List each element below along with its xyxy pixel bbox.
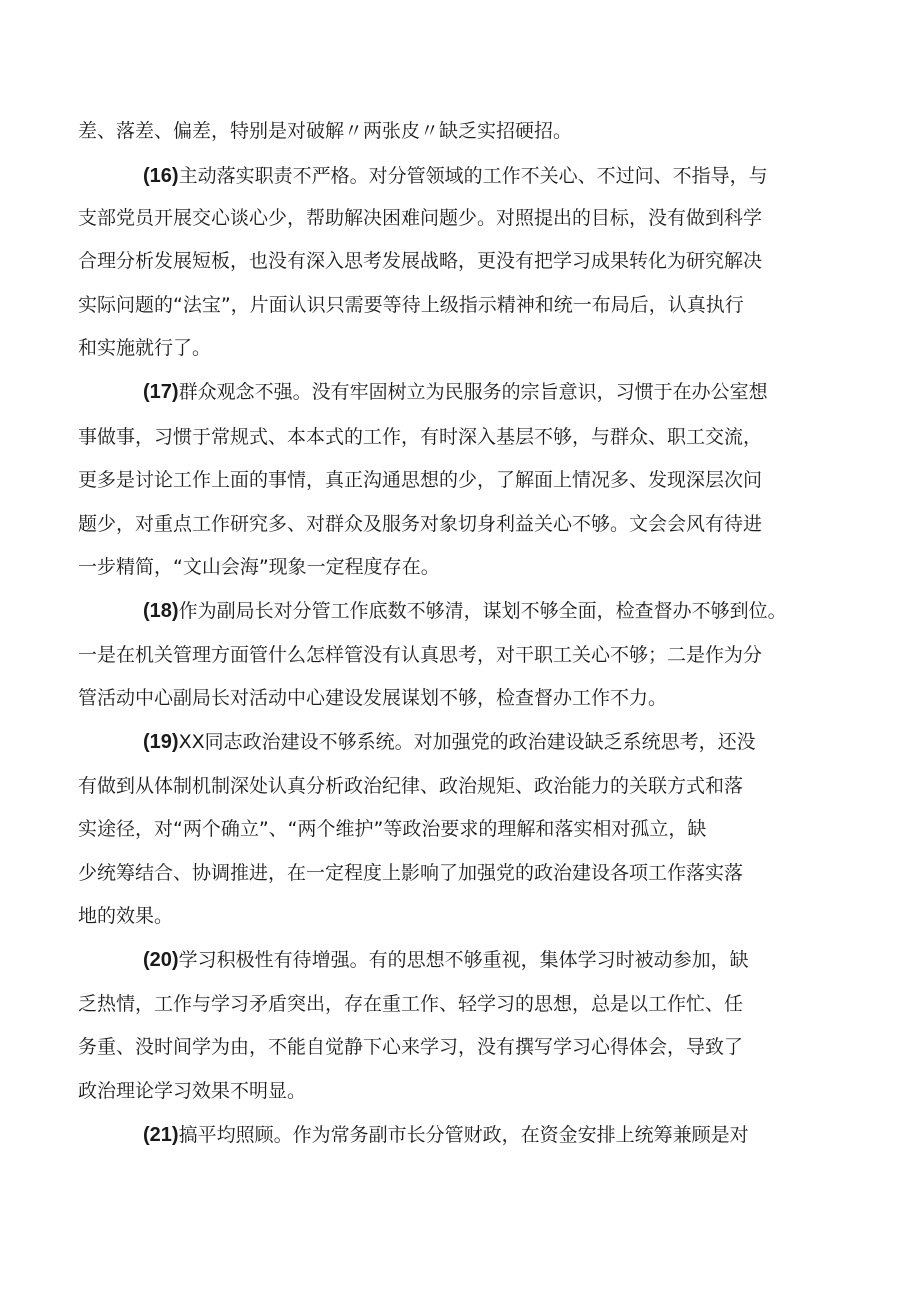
item-20-first-line: (20)学习积极性有待增强。有的思想不够重视，集体学习时被动参加，缺: [143, 949, 749, 971]
text-line-14: 管活动中心副局长对活动中心建设发展谋划不够，检查督办工作不力。: [78, 687, 668, 709]
text-line-17: 实途径，对“两个确立”、“两个维护”等政治要求的理解和落实相对孤立，缺: [78, 818, 707, 840]
item-number: (17): [143, 381, 179, 403]
text-line-9: 更多是讨论工作上面的事情，真正沟通思想的少，了解面上情况多、发现深层次问: [78, 469, 763, 491]
text-line-11: 一步精简，“文山会海”现象一定程度存在。: [78, 556, 440, 578]
item-number: (20): [143, 949, 179, 971]
item-number: (19): [143, 731, 179, 753]
text-line-22: 务重、没时间学为由，不能自觉静下心来学习，没有撰写学习心得体会，导致了: [78, 1036, 744, 1058]
text-line-23: 政治理论学习效果不明显。: [78, 1080, 307, 1102]
text-line-18: 少统筹结合、协调推进，在一定程度上影响了加强党的政治建设各项工作落实落: [78, 862, 744, 884]
item-16-first-line: (16)主动落实职责不严格。对分管领域的工作不关心、不过问、不指导，与: [143, 165, 768, 187]
text-line-3: 支部党员开展交心谈心少，帮助解决困难问题少。对照提出的目标，没有做到科学: [78, 207, 763, 229]
item-number: (16): [143, 165, 179, 187]
text-line-6: 和实施就行了。: [78, 337, 212, 359]
text-line-8: 事做事，习惯于常规式、本本式的工作，有时深入基层不够，与群众、职工交流，: [78, 426, 763, 448]
text-line-19: 地的效果。: [78, 905, 174, 927]
item-17-first-line: (17)群众观念不强。没有牢固树立为民服务的宗旨意识，习惯于在办公室想: [143, 381, 768, 403]
item-18-first-line: (18)作为副局长对分管工作底数不够清，谋划不够全面，检查督办不够到位。: [143, 600, 787, 622]
text-line-10: 题少，对重点工作研究多、对群众及服务对象切身利益关心不够。文会会风有待进: [78, 513, 763, 535]
item-number: (21): [143, 1124, 179, 1146]
item-number: (18): [143, 600, 179, 622]
text-line-1: 差、落差、偏差，特别是对破解〃两张皮〃缺乏实招硬招。: [78, 120, 573, 142]
text-line-21: 乏热情，工作与学习矛盾突出，存在重工作、轻学习的思想，总是以工作忙、任: [78, 993, 744, 1015]
text-line-4: 合理分析发展短板，也没有深入思考发展战略，更没有把学习成果转化为研究解决: [78, 250, 763, 272]
text-line-5: 实际问题的“法宝”，片面认识只需要等待上级指示精神和统一布局后，认真执行: [78, 294, 744, 316]
text-line-16: 有做到从体制机制深处认真分析政治纪律、政治规矩、政治能力的关联方式和落: [78, 775, 744, 797]
text-line-13: 一是在机关管理方面管什么怎样管没有认真思考，对干职工关心不够；二是作为分: [78, 644, 763, 666]
item-19-first-line: (19)XX同志政治建设不够系统。对加强党的政治建设缺乏系统思考，还没: [143, 731, 756, 753]
item-21-first-line: (21)搞平均照顾。作为常务副市长分管财政，在资金安排上统筹兼顾是对: [143, 1124, 749, 1146]
